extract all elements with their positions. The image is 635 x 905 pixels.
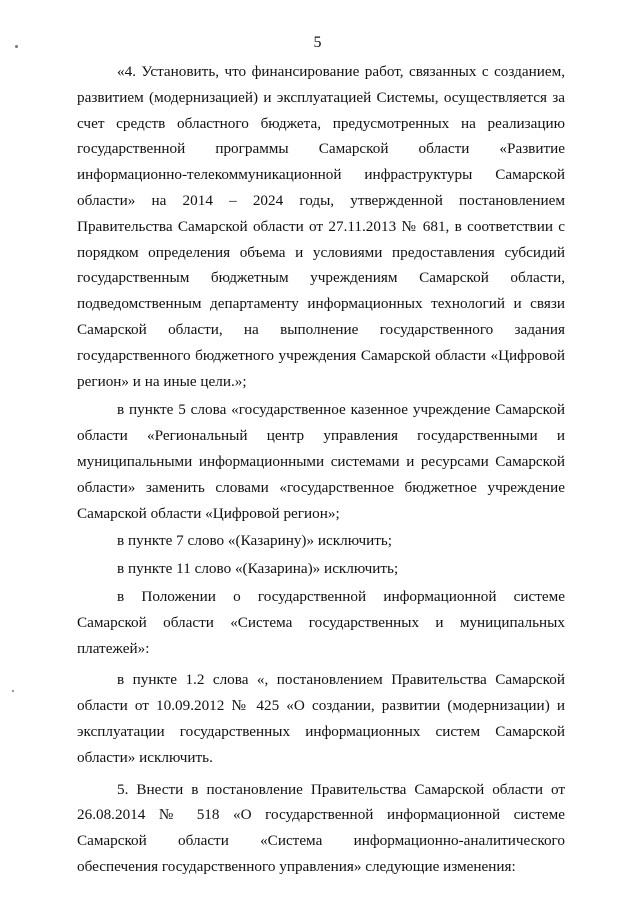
- paragraph-point-7: в пункте 7 слово «(Казарину)» исключить;: [117, 532, 393, 550]
- page-number: 5: [313, 34, 322, 51]
- paragraph-point-1-2: в пункте 1.2 слова «, постановлением Правительства Самарской области от 10.09.2012 № 425 «О создании, развитии (модернизации) и эксплуатации государственных информационных систем Самарской области» исключить.: [77, 671, 565, 766]
- scan-speck: [12, 690, 14, 692]
- document-body: [77, 59, 565, 880]
- paragraph-item-5: 5. Внести в постановление Правительства Самарской области от 26.08.2014 № 518 «О государственной информационной системе Самарской области «Система информационно-аналитического обеспечения государственного управления» следующие изменения:: [77, 780, 565, 875]
- paragraph-point-5: в пункте 5 слова «государственное казенное учреждение Самарской области «Региональный центр управления государственными и муниципальными информационными системами и ресурсами Самарской области» заменить словами «государственное бюджетное учреждение Самарской области «Цифровой регион»;: [77, 401, 565, 522]
- paragraph-point-11: в пункте 11 слово «(Казарина)» исключить;: [117, 560, 399, 578]
- paragraph-item-4: «4. Установить, что финансирование работ, связанных с созданием, развитием (модернизацией) и эксплуатацией Системы, осуществляется за счет средств областного бюджета, предусмотренных на реализацию государственной программы Самарской области «Развитие информационно-телекоммуникационной инфраструктуры Самарской области» на 2014 – 2024 годы, утвержденной постановлением Правительства Самарской области от 27.11.2013 № 681, в соответствии с порядком определения объема и условиями предоставления субсидий государственным бюджетным учреждениям Самарской области, подведомственным департаменту информационных технологий и связи Самарской области, на выполнение государственного задания государственного бюджетного учреждения Самарской области «Цифровой регион» и на иные цели.»;: [77, 63, 565, 390]
- paragraph-regulation: в Положении о государственной информационной системе Самарской области «Система государственных и муниципальных платежей»:: [77, 587, 565, 657]
